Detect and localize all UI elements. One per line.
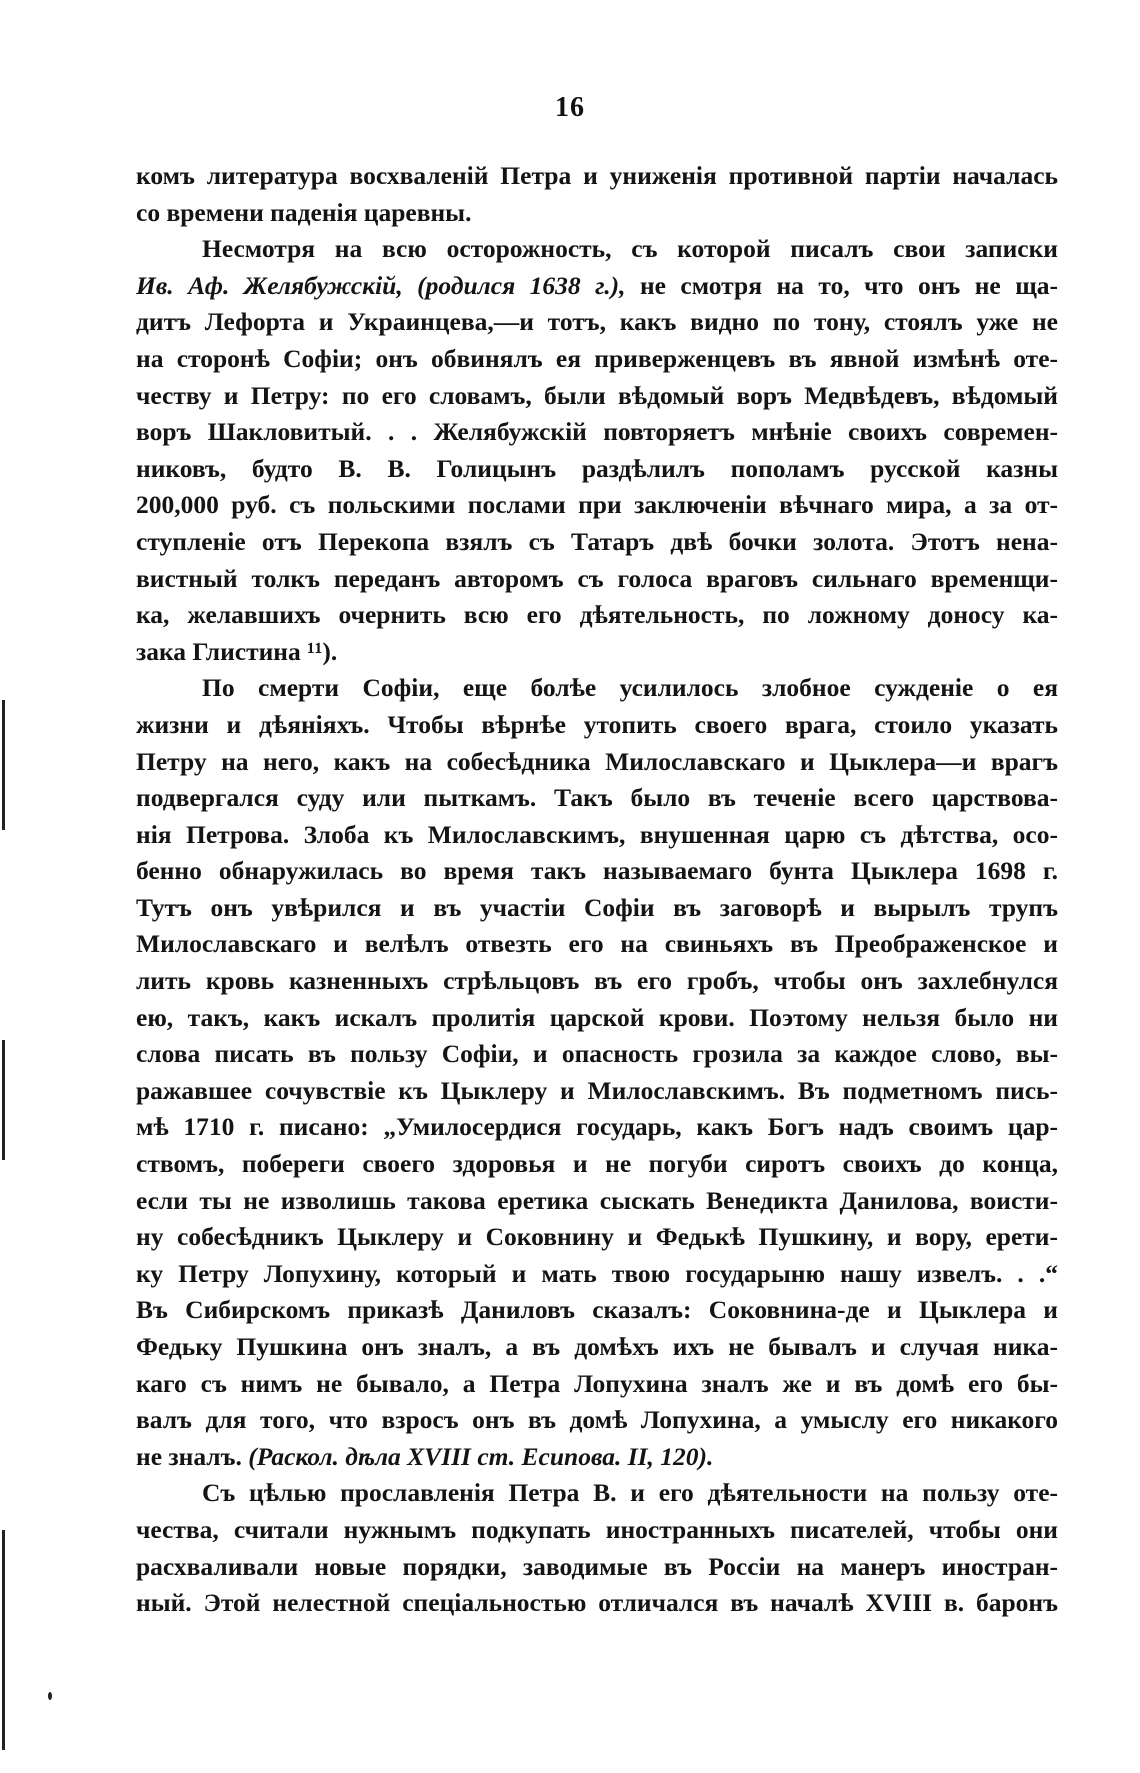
text-line: ка, желавшихъ очернить всю его дѣятельность, по ложному доносу ка- <box>136 600 1058 630</box>
text-line: По смерти Софіи, еще болѣе усилилось злобное сужденіе о ея <box>202 673 1058 703</box>
text-line: ею, такъ, какъ искалъ пролитія царской крови. Поэтому нельзя было ни <box>136 1002 1058 1032</box>
scan-edge-mark <box>2 700 5 830</box>
text-line: валъ для того, что взросъ онъ въ домѣ Лопухина, а умыслу его никакого <box>136 1405 1058 1435</box>
text-line: Петру на него, какъ на собесѣдника Милославскаго и Цыклера—и врагъ <box>136 746 1058 776</box>
text-line: лить кровь казненныхъ стрѣльцовъ въ его гробъ, чтобы онъ захлебнулся <box>136 966 1058 996</box>
text-line: нія Петрова. Злоба къ Милославскимъ, внушенная царю съ дѣтства, осо- <box>136 819 1058 849</box>
text-line: чества, считали нужнымъ подкупать иностранныхъ писателей, чтобы они <box>136 1514 1058 1544</box>
text-line: вистный толкъ переданъ авторомъ съ голоса враговъ сильнаго временщи- <box>136 563 1058 593</box>
text-line: Федьку Пушкина онъ зналъ, а въ домѣхъ ихъ не бывалъ и случая ника- <box>136 1332 1058 1361</box>
text-line: ступленіе отъ Перекопа взялъ съ Татаръ двѣ бочки золота. Этотъ нена- <box>136 526 1058 556</box>
text-line <box>136 268 1058 305</box>
scan-edge-mark <box>2 1040 5 1160</box>
text-line: дитъ Лефорта и Украинцева,—и тотъ, какъ видно по тону, стоялъ уже не <box>136 307 1058 337</box>
text-line <box>136 1439 1058 1476</box>
text-line: мѣ 1710 г. писано: „Умилосердися государь, какъ Богъ надъ своимъ цар- <box>136 1112 1058 1142</box>
text-line: Съ цѣлью прославленія Петра В. и его дѣятельности на пользу оте- <box>202 1478 1058 1508</box>
text-line: ражавшее сочувствіе къ Цыклеру и Милославскимъ. Въ подметномъ пись- <box>136 1075 1058 1105</box>
italic-span: (Раскол. дѣла XVIII ст. Есипова. II, 120). <box>248 1441 714 1471</box>
body-text <box>136 158 1058 1622</box>
text-line: бенно обнаружилась во время такъ называемаго бунта Цыклера 1698 г. <box>136 856 1058 886</box>
text-line: честву и Петру: по его словамъ, были вѣдомый воръ Медвѣдевъ, вѣдомый <box>136 380 1058 410</box>
text-line: каго съ нимъ не бывало, а Петра Лопухина зналъ же и въ домѣ его бы- <box>136 1368 1058 1398</box>
text-line: подвергался суду или пыткамъ. Такъ было въ теченіе всего царствова- <box>136 783 1058 813</box>
text-line: никовъ, будто В. В. Голицынъ раздѣлилъ пополамъ русской казны <box>136 453 1058 483</box>
text-line: Несмотря на всю осторожность, съ которой писалъ свои записки <box>202 234 1058 264</box>
text-line: со времени паденія царевны. <box>136 197 472 227</box>
text-line: на сторонѣ Софіи; онъ обвинялъ ея приверженцевъ въ явной измѣнѣ оте- <box>136 343 1058 373</box>
text-line: Въ Сибирскомъ приказѣ Даниловъ сказалъ: Соковнина-де и Цыклера и <box>136 1295 1058 1325</box>
text-line: 200,000 руб. съ польскими послами при заключеніи вѣчнаго мира, а за от- <box>136 490 1058 520</box>
text-line: ствомъ, побереги своего здоровья и не погуби сиротъ своихъ до конца, <box>136 1149 1058 1179</box>
text-line: если ты не изволишь такова еретика сыскать Венедикта Данилова, воисти- <box>136 1185 1058 1215</box>
text-line: ный. Этой нелестной спеціальностью отличался въ началѣ XVIII в. баронъ <box>136 1588 1058 1618</box>
text-line: воръ Шакловитый. . . Желябужскій повторяетъ мнѣніе своихъ современ- <box>136 417 1058 447</box>
text-span: не зналъ. <box>136 1441 249 1471</box>
page-number: 16 <box>555 92 585 123</box>
text-line: ну собесѣдникъ Цыклеру и Соковнину и Федькѣ Пушкину, и вору, ерети- <box>136 1222 1058 1252</box>
text-line: Тутъ онъ увѣрился и въ участіи Софіи въ заговорѣ и вырылъ трупъ <box>136 892 1058 922</box>
text-line: жизни и дѣяніяхъ. Чтобы вѣрнѣе утопить своего врага, стоило указать <box>136 709 1058 739</box>
text-line: слова писать въ пользу Софіи, и опасность грозила за каждое слово, вы- <box>136 1039 1058 1069</box>
scan-edge-mark <box>2 1530 5 1750</box>
italic-span: Ив. Аф. Желябужскій, (родился 1638 г.), <box>136 270 626 300</box>
text-line: Милославскаго и велѣлъ отвезть его на свиньяхъ въ Преображенское и <box>136 929 1058 959</box>
text-line: расхваливали новые порядки, заводимые въ Россіи на манеръ иностран- <box>136 1551 1058 1581</box>
text-span: не смотря на то, что онъ не ща- <box>625 270 1058 300</box>
text-line: зака Глистина ¹¹). <box>136 636 338 666</box>
scan-speck <box>48 1692 52 1700</box>
text-line: ку Петру Лопухину, который и мать твою государыню нашу извелъ. . .“ <box>136 1258 1058 1288</box>
text-line: комъ литература восхваленій Петра и униженія противной партіи началась <box>136 161 1058 190</box>
